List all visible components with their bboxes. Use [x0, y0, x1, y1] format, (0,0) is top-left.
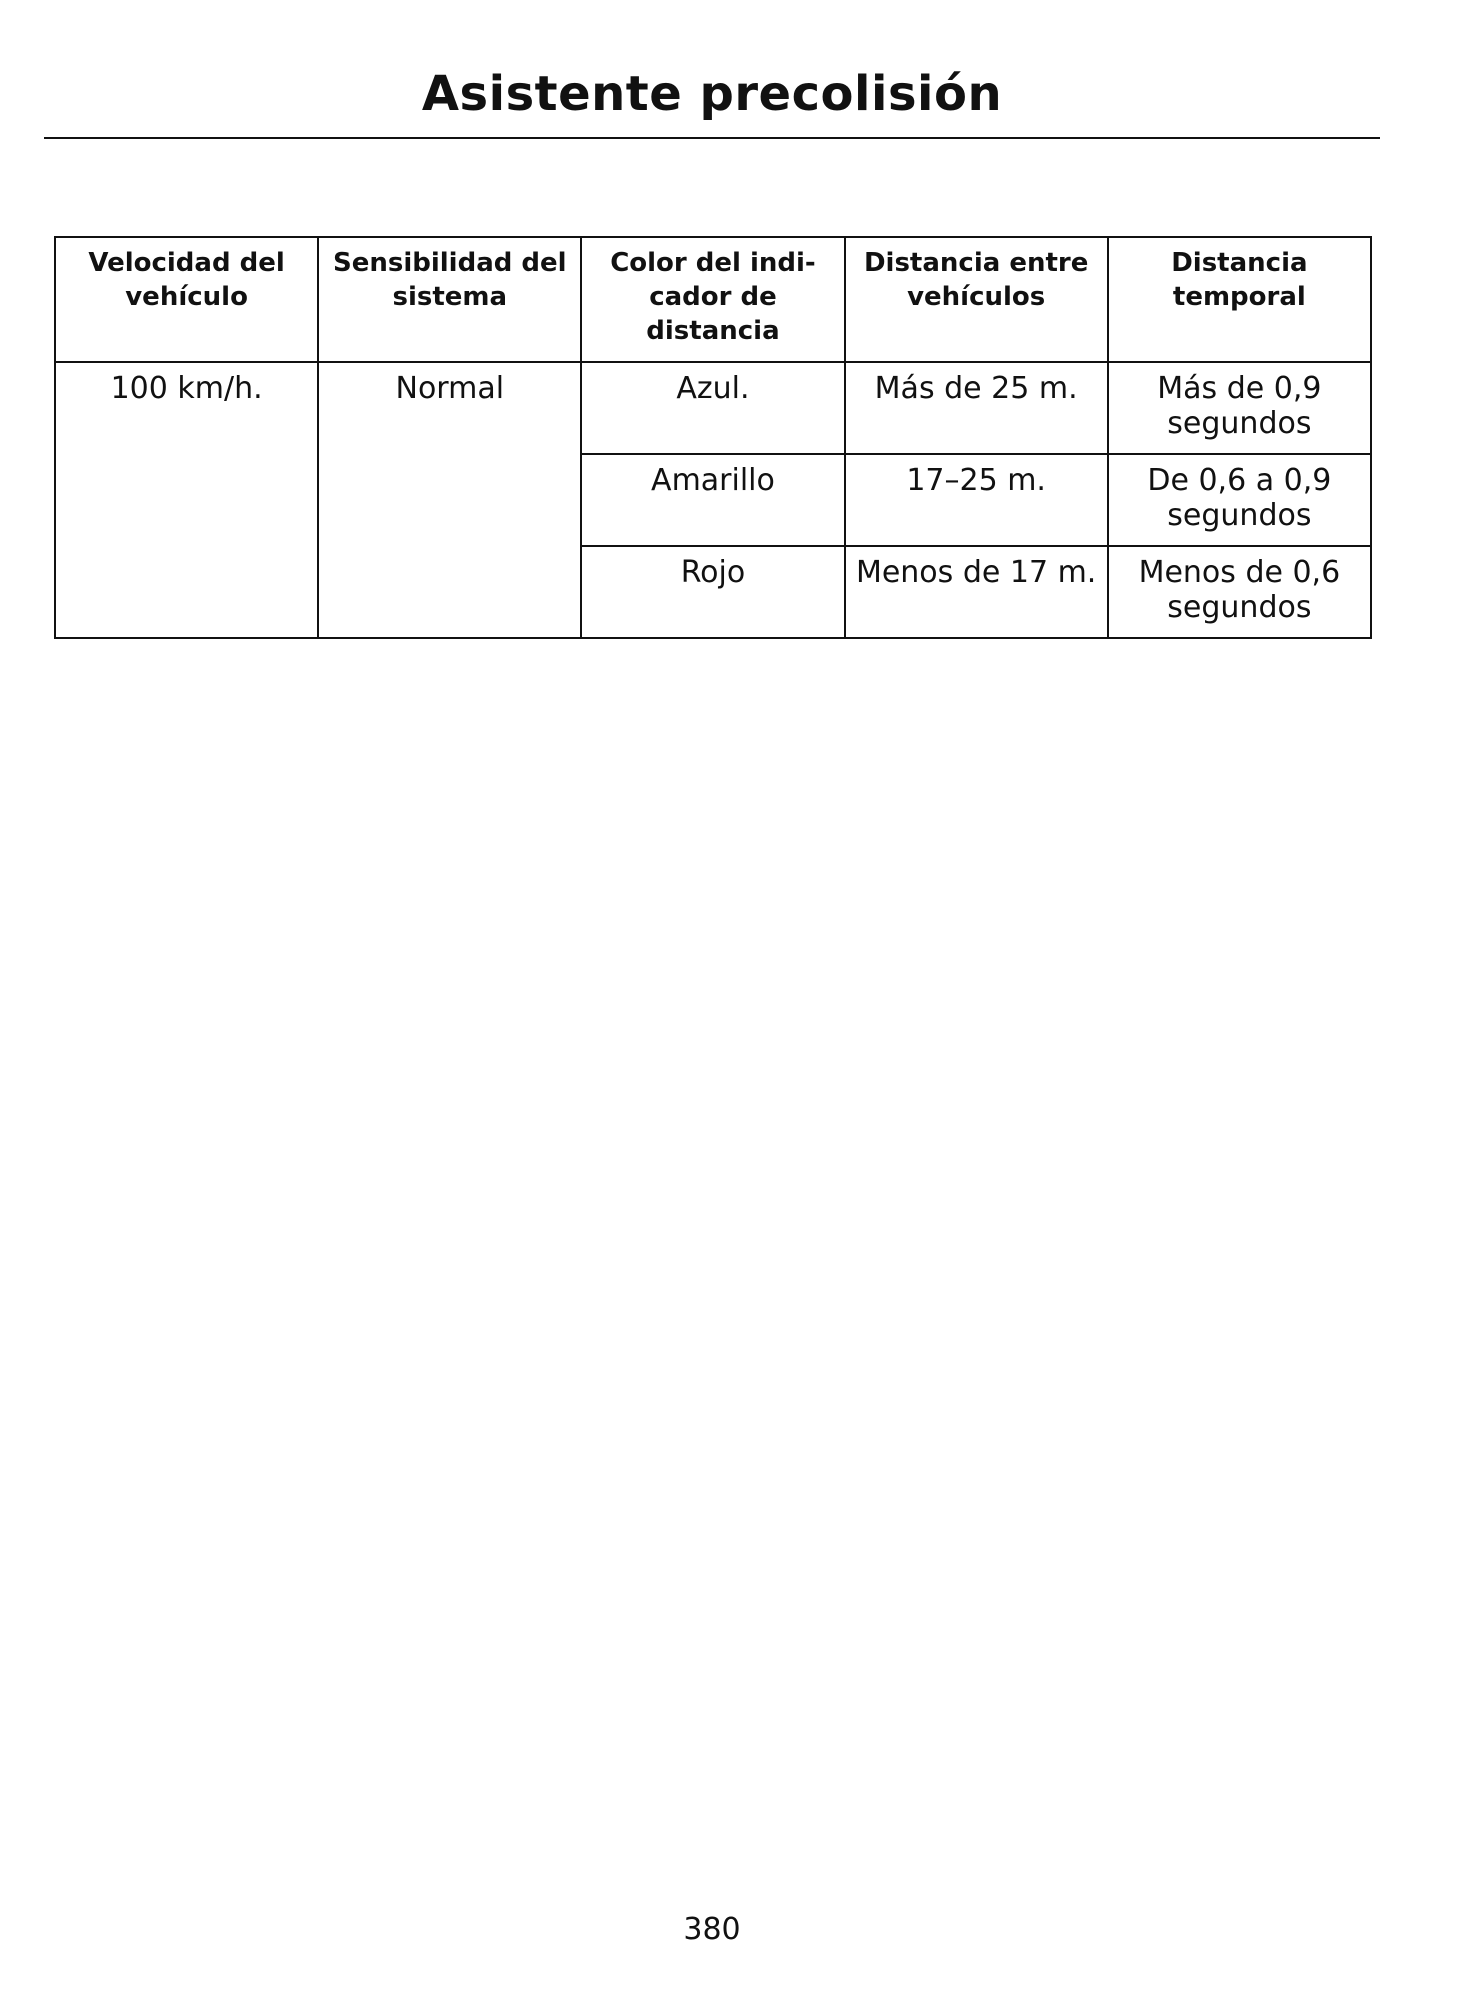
cell-system-sensitivity: Normal — [318, 362, 581, 638]
page-title: Asistente precolisión — [421, 66, 1003, 122]
header-system-sensitivity: Sensibilidad del sistema — [318, 237, 581, 362]
cell-time-distance: Más de 0,9 segundos — [1108, 362, 1371, 454]
cell-vehicle-distance: 17–25 m. — [845, 454, 1108, 546]
cell-time-distance: De 0,6 a 0,9 segundos — [1108, 454, 1371, 546]
cell-vehicle-distance: Menos de 17 m. — [845, 546, 1108, 638]
cell-indicator-color: Amarillo — [581, 454, 844, 546]
table-header-row — [55, 237, 1371, 362]
page-number: 380 — [683, 1912, 741, 1947]
header-indicator-color: Color del indi-cador de distancia — [581, 237, 844, 362]
header-vehicle-speed: Velocidad del vehículo — [55, 237, 318, 362]
header-vehicle-distance: Distancia entre vehículos — [845, 237, 1108, 362]
title-divider — [44, 137, 1380, 139]
cell-time-distance: Menos de 0,6 segundos — [1108, 546, 1371, 638]
table-row — [55, 362, 1371, 454]
cell-indicator-color: Azul. — [581, 362, 844, 454]
cell-indicator-color: Rojo — [581, 546, 844, 638]
cell-vehicle-speed: 100 km/h. — [55, 362, 318, 638]
pre-collision-distance-table — [54, 236, 1372, 639]
cell-vehicle-distance: Más de 25 m. — [845, 362, 1108, 454]
header-time-distance: Distancia temporal — [1108, 237, 1371, 362]
